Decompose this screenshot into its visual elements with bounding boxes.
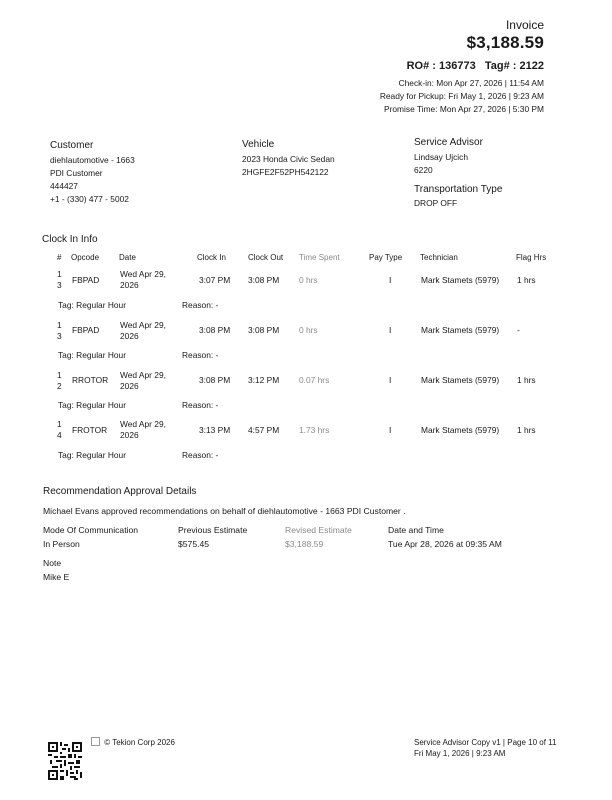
col-technician: Technician: [420, 253, 458, 262]
transportation-value: DROP OFF: [414, 198, 458, 208]
tag-label: Tag# :: [484, 60, 517, 72]
row-pay-type: I: [389, 375, 392, 385]
row-technician: Mark Stamets (5979): [421, 275, 500, 285]
row-date: [120, 320, 166, 342]
copy-info: Service Advisor Copy v1 | Page 10 of 11: [414, 738, 557, 747]
row-clock-in: 3:08 PM: [199, 325, 231, 335]
note-label: Note: [43, 558, 62, 568]
customer-id: 444427: [50, 181, 78, 191]
row-flag-hrs: -: [517, 325, 520, 335]
row-flag-hrs: 1 hrs: [517, 275, 536, 285]
tag-value: Regular Hour: [76, 300, 126, 310]
row-opcode: FBPAD: [72, 275, 100, 285]
advisor-block: [414, 151, 468, 177]
reason-value: -: [215, 350, 219, 360]
revised-estimate-label: Revised Estimate: [285, 525, 352, 535]
row-technician: Mark Stamets (5979): [421, 375, 500, 385]
tag-label: Tag:: [58, 300, 74, 310]
ro-label: RO# :: [406, 60, 436, 72]
date-time-value: Tue Apr 28, 2026 at 09:35 AM: [388, 539, 502, 549]
reason-value: -: [215, 400, 219, 410]
footer-copyright: [91, 737, 175, 747]
row-clock-out: 3:12 PM: [248, 375, 280, 385]
row-date-b: 2026: [120, 381, 139, 391]
tekion-logo-icon: [91, 737, 100, 746]
mode-label: Mode Of Communication: [43, 525, 139, 535]
col-pay-type: Pay Type: [369, 253, 403, 262]
check-in-time: Check-in: Mon Apr 27, 2026 | 11:54 AM: [398, 78, 544, 88]
row-clock-out: 3:08 PM: [248, 325, 280, 335]
vehicle-label: Vehicle: [242, 139, 275, 150]
row-number: [57, 419, 62, 441]
reason-label: Reason:: [182, 400, 214, 410]
row-date-a: Wed Apr 29,: [120, 269, 166, 279]
row-opcode: FBPAD: [72, 325, 100, 335]
row-tag: [58, 400, 126, 410]
row-pay-type: I: [389, 325, 392, 335]
row-number-a: 1: [57, 370, 62, 380]
row-number-a: 1: [57, 419, 62, 429]
row-number: [57, 370, 62, 392]
col-opcode: Opcode: [71, 253, 100, 262]
row-number-a: 1: [57, 269, 62, 279]
row-date-a: Wed Apr 29,: [120, 370, 166, 380]
row-number-b: 4: [57, 430, 62, 440]
transportation-label: Transportation Type: [414, 184, 503, 195]
row-clock-in: 3:13 PM: [199, 425, 231, 435]
service-advisor-label: Service Advisor: [414, 137, 483, 148]
printed-date: Fri May 1, 2026 | 9:23 AM: [414, 749, 506, 758]
reason-label: Reason:: [182, 300, 214, 310]
reason-label: Reason:: [182, 450, 214, 460]
row-reason: [182, 450, 218, 460]
row-reason: [182, 300, 218, 310]
row-date: [120, 370, 166, 392]
row-date-b: 2026: [120, 331, 139, 341]
row-date-a: Wed Apr 29,: [120, 419, 166, 429]
row-reason: [182, 350, 218, 360]
col-clock-in: Clock In: [197, 253, 226, 262]
row-opcode: FROTOR: [72, 425, 108, 435]
recommendation-statement: Michael Evans approved recommendations on behalf of diehlautomotive - 1663 PDI Customer .: [43, 506, 406, 516]
previous-estimate-value: $575.45: [178, 539, 210, 549]
tag-label: Tag:: [58, 350, 74, 360]
col-time-spent: Time Spent: [299, 253, 340, 262]
row-flag-hrs: 1 hrs: [517, 375, 536, 385]
clock-in-title: Clock In Info: [42, 234, 98, 245]
ready-for-pickup-time: Ready for Pickup: Fri May 1, 2026 | 9:23 AM: [379, 91, 544, 101]
mode-value: In Person: [43, 539, 80, 549]
vehicle-block: [242, 153, 335, 179]
tag-label: Tag:: [58, 450, 74, 460]
customer-block: [50, 154, 135, 206]
row-pay-type: I: [389, 275, 392, 285]
promise-time: Promise Time: Mon Apr 27, 2026 | 5:30 PM: [384, 104, 544, 114]
tag-value: Regular Hour: [76, 450, 126, 460]
row-number-b: 3: [57, 280, 62, 290]
reason-label: Reason:: [182, 350, 214, 360]
col-clock-out: Clock Out: [248, 253, 284, 262]
row-date-b: 2026: [120, 430, 139, 440]
col-date: Date: [119, 253, 136, 262]
vehicle-model: 2023 Honda Civic Sedan: [242, 154, 335, 164]
row-number-a: 1: [57, 320, 62, 330]
row-tag: [58, 450, 126, 460]
row-time-spent: 0 hrs: [299, 275, 318, 285]
row-reason: [182, 400, 218, 410]
recommendation-title: Recommendation Approval Details: [43, 486, 197, 497]
tag-label: Tag:: [58, 400, 74, 410]
document-title: Invoice: [505, 18, 544, 32]
customer-name: diehlautomotive - 1663: [50, 155, 135, 165]
footer-meta: [414, 737, 556, 759]
row-date: [120, 269, 166, 291]
row-pay-type: I: [389, 425, 392, 435]
row-date: [120, 419, 166, 441]
row-tag: [58, 300, 126, 310]
tag-number: 2122: [519, 60, 544, 72]
row-clock-in: 3:07 PM: [199, 275, 231, 285]
qr-code-icon: [48, 742, 82, 780]
col-flag-hrs: Flag Hrs: [516, 253, 547, 262]
row-technician: Mark Stamets (5979): [421, 325, 500, 335]
row-date-b: 2026: [120, 280, 139, 290]
tag-value: Regular Hour: [76, 400, 126, 410]
row-clock-out: 4:57 PM: [248, 425, 280, 435]
customer-type: PDI Customer: [50, 168, 103, 178]
row-opcode: RROTOR: [72, 375, 109, 385]
row-time-spent: 0.07 hrs: [299, 375, 330, 385]
advisor-number: 6220: [414, 165, 433, 175]
vehicle-vin: 2HGFE2F52PH542122: [242, 167, 329, 177]
row-number: [57, 320, 62, 342]
invoice-total: $3,188.59: [466, 33, 544, 52]
copyright-text: © Tekion Corp 2026: [104, 738, 175, 747]
row-date-a: Wed Apr 29,: [120, 320, 166, 330]
advisor-name: Lindsay Ujcich: [414, 152, 468, 162]
row-number-b: 2: [57, 381, 62, 391]
previous-estimate-label: Previous Estimate: [178, 525, 248, 535]
customer-phone: +1 - (330) 477 - 5002: [50, 194, 129, 204]
revised-estimate-value: $3,188.59: [285, 539, 324, 549]
date-time-label: Date and Time: [388, 525, 444, 535]
row-flag-hrs: 1 hrs: [517, 425, 536, 435]
row-number: [57, 269, 62, 291]
row-tag: [58, 350, 126, 360]
row-time-spent: 1.73 hrs: [299, 425, 330, 435]
row-clock-out: 3:08 PM: [248, 275, 280, 285]
row-number-b: 3: [57, 331, 62, 341]
reason-value: -: [215, 450, 219, 460]
note-value: Mike E: [43, 572, 70, 582]
row-clock-in: 3:08 PM: [199, 375, 231, 385]
customer-label: Customer: [50, 140, 94, 151]
ro-number: 136773: [438, 60, 476, 72]
col-number: #: [57, 253, 62, 262]
row-time-spent: 0 hrs: [299, 325, 318, 335]
row-technician: Mark Stamets (5979): [421, 425, 500, 435]
reason-value: -: [215, 300, 219, 310]
ro-tag-line: [407, 60, 544, 72]
tag-value: Regular Hour: [76, 350, 126, 360]
